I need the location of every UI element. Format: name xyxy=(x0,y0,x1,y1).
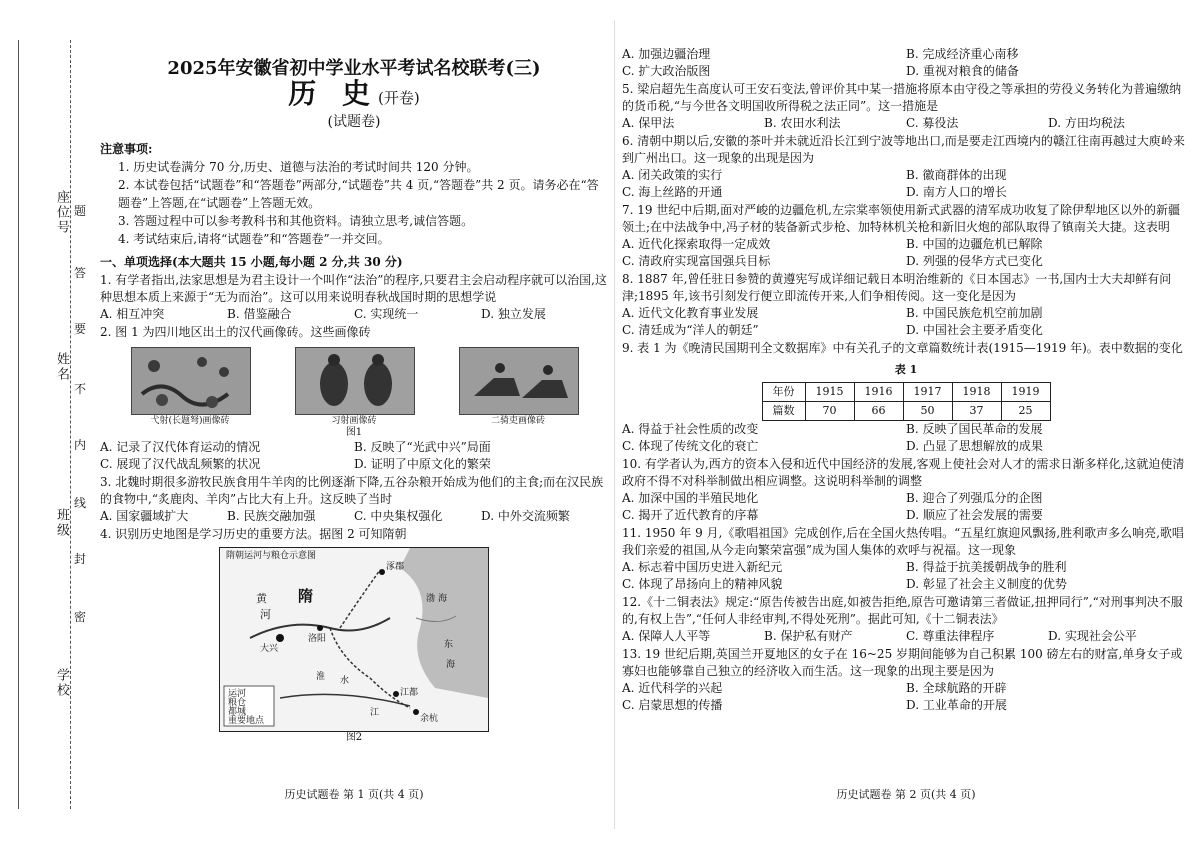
question-options xyxy=(622,421,1190,455)
question-options xyxy=(622,628,1190,645)
seal-char: 密 xyxy=(74,606,86,627)
map-label: 隋 xyxy=(298,587,314,605)
question-4-options xyxy=(622,46,1190,80)
option-d: D. 重视对粮食的储备 xyxy=(906,64,1019,78)
map-label: 海 xyxy=(446,660,456,670)
page-2 xyxy=(622,0,1190,849)
school-label: 学校 xyxy=(54,668,69,698)
question-stem: 5. 梁启超先生高度认可王安石变法,曾评价其中某一措施将原本由守役之等承担的劳役义务转化为普遍缴纳的货币税,“与今世各文明国收所得税之法正同”。这一措施是 xyxy=(622,82,1182,113)
image-caption: 弋射(长题弩)画像砖 xyxy=(150,416,230,426)
image-caption: 习射画像砖 xyxy=(331,416,377,426)
option-d: D. 凸显了思想解放的成果 xyxy=(906,439,1043,453)
table-cell: 25 xyxy=(1001,402,1050,421)
seat-number-label: 座位号 xyxy=(54,190,69,235)
question-9 xyxy=(622,340,1190,455)
table-cell: 1917 xyxy=(903,383,952,402)
map-label: 水 xyxy=(340,676,350,686)
option-a: A. 闭关政策的实行 xyxy=(622,168,723,182)
option-a: A. 标志着中国历史进入新纪元 xyxy=(622,560,783,574)
seal-char: 答 xyxy=(74,262,86,283)
subject-heading xyxy=(100,77,608,110)
subject-name: 历 史 xyxy=(288,77,379,110)
option-a: A. 近代科学的兴起 xyxy=(622,681,723,695)
option-d: D. 彰显了社会主义制度的优势 xyxy=(906,577,1067,591)
option-b: B. 得益于抗美援朝战争的胜利 xyxy=(906,560,1067,574)
table-cell: 37 xyxy=(952,402,1001,421)
binding-line-outer xyxy=(18,40,19,809)
option-d: D. 顺应了社会发展的需要 xyxy=(906,508,1043,522)
question-stem: 3. 北魏时期很多游牧民族食用牛羊肉的比例逐渐下降,五谷杂粮开始成为他们的主食;而在汉民族的食物中,“炙鹿肉、羊肉”占比大有上升。这反映了当时 xyxy=(100,475,604,506)
table-cell: 50 xyxy=(903,402,952,421)
table-cell: 66 xyxy=(854,402,903,421)
option-c: C. 中央集权强化 xyxy=(354,509,443,523)
question-stem: 4. 识别历史地图是学习历史的重要方法。据图 2 可知隋朝 xyxy=(100,527,407,541)
table-cell: 1915 xyxy=(805,383,854,402)
figure-label: 图2 xyxy=(345,732,363,743)
notice-item: 1. 历史试卷满分 70 分,历史、道德与法治的考试时间共 120 分钟。 xyxy=(118,160,479,174)
brick-image-1 xyxy=(131,347,249,427)
option-b: B. 全球航路的开辟 xyxy=(906,681,1007,695)
option-c: C. 清政府实现富国强兵目标 xyxy=(622,254,771,268)
notice-title: 注意事项: xyxy=(100,142,153,156)
seal-char: 封 xyxy=(74,548,86,569)
map-label: 洛阳 xyxy=(308,634,327,644)
paper-tag: (试题卷) xyxy=(327,114,381,130)
option-b: B. 徽商群体的出现 xyxy=(906,168,1007,182)
legend-item: 运河 xyxy=(228,689,247,699)
page-divider xyxy=(614,20,615,829)
question-8 xyxy=(622,271,1190,339)
question-options xyxy=(622,305,1190,339)
question-stem: 6. 清朝中期以后,安徽的茶叶并未就近沿长江到宁波等地出口,而是要走江西境内的赣江往南再越过大庾岭来到广州出口。这一现象的出现是因为 xyxy=(622,134,1185,165)
table-row xyxy=(762,402,1050,421)
question-11 xyxy=(622,525,1190,593)
option-c: C. 清廷成为“洋人的朝廷” xyxy=(622,323,759,337)
notice-item: 2. 本试卷包括“试题卷”和“答题卷”两部分,“试题卷”共 4 页,“答题卷”共 2 页。请务必在“答题卷”上答题,在“试题卷”上答题无效。 xyxy=(118,178,599,210)
legend-item: 重要地点 xyxy=(228,716,265,726)
horsemen-brick-picture xyxy=(459,347,579,415)
article-count-table xyxy=(762,382,1051,421)
question-stem: 9. 表 1 为《晚清民国期刊全文数据库》中有关孔子的文章篇数统计表(1915—1919 年)。表中数据的变化 xyxy=(622,341,1183,355)
question-6 xyxy=(622,133,1190,201)
option-a: A. 近代化探索取得一定成效 xyxy=(622,237,771,251)
question-stem: 13. 19 世纪后期,英国兰开夏地区的女子在 16~25 岁期间能够为自己积累 100 磅左右的财富,单身女子或寡妇也能够靠自己独立的经济收入而生活。这一现象的出现主要是因为 xyxy=(622,647,1183,678)
option-b: B. 反映了“光武中兴”局面 xyxy=(354,440,491,454)
table-cell: 1919 xyxy=(1001,383,1050,402)
question-7 xyxy=(622,202,1190,270)
option-a: A. 得益于社会性质的改变 xyxy=(622,422,759,436)
question-options xyxy=(622,167,1190,201)
question-stem: 12.《十二铜表法》规定:“原告传被告出庭,如被告拒绝,原告可邀请第三者做证,扭押同行”,“对刑事判决不服的,有权上告”,“任何人非经审判,不得处死刑”。据此可知,《十二铜表法》 xyxy=(622,595,1183,626)
map-label: 渤 xyxy=(426,594,436,604)
archery-brick-picture xyxy=(295,347,415,415)
question-12 xyxy=(622,594,1190,645)
question-stem: 8. 1887 年,曾任驻日参赞的黄遵宪写成详细记载日本明治维新的《日本国志》一书,国内士大夫却鲜有问津;1895 年,该书引刻发行便立即流传开来,人们争相传阅。这一变化是因为 xyxy=(622,272,1172,303)
question-stem: 10. 有学者认为,西方的资本入侵和近代中国经济的发展,客观上使社会对人才的需求日渐多样化,这就迫使清政府不得不对科举制做出相应调整。这说明科举制的调整 xyxy=(622,457,1185,488)
table-cell: 1916 xyxy=(854,383,903,402)
question-options xyxy=(622,680,1190,714)
option-b: B. 迎合了列强瓜分的企图 xyxy=(906,491,1043,505)
option-a: A. 相互冲突 xyxy=(100,307,165,321)
class-label: 班级 xyxy=(54,508,69,538)
option-d: D. 列强的侵华方式已变化 xyxy=(906,254,1043,268)
table-header-row xyxy=(762,383,1050,402)
table-title: 表 1 xyxy=(894,363,918,376)
question-options xyxy=(622,236,1190,270)
question-1 xyxy=(100,272,608,323)
option-b: B. 保护私有财产 xyxy=(764,629,853,643)
option-a: A. 保障人人平等 xyxy=(622,629,711,643)
sui-canal-map xyxy=(219,547,489,732)
exam-title: 2025年安徽省初中学业水平考试名校联考(三) xyxy=(167,58,541,79)
option-c: C. 海上丝路的开通 xyxy=(622,185,723,199)
map-label: 江都 xyxy=(400,688,419,698)
option-a: A. 保甲法 xyxy=(622,116,675,130)
option-c: C. 实现统一 xyxy=(354,307,419,321)
question-options xyxy=(100,306,608,323)
option-b: B. 完成经济重心南移 xyxy=(906,47,1019,61)
map-label: 涿郡 xyxy=(386,562,405,572)
option-d: D. 中国社会主要矛盾变化 xyxy=(906,323,1043,337)
option-b: B. 借鉴融合 xyxy=(227,307,292,321)
map-label: 大兴 xyxy=(260,644,279,654)
table-cell: 1918 xyxy=(952,383,1001,402)
page-footer: 历史试题卷 第 1 页(共 4 页) xyxy=(284,788,424,801)
question-2 xyxy=(100,324,608,473)
image-caption: 二骑吏画像砖 xyxy=(490,416,545,426)
option-a: A. 加深中国的半殖民地化 xyxy=(622,491,759,505)
map-label: 江 xyxy=(370,708,380,718)
option-c: C. 体现了传统文化的衰亡 xyxy=(622,439,759,453)
question-10 xyxy=(622,456,1190,524)
option-d: D. 方田均税法 xyxy=(1048,116,1125,130)
question-stem: 7. 19 世纪中后期,面对严峻的边疆危机,左宗棠率领使用新式武器的清军成功收复了除伊犁地区以外的新疆领土;在中法战争中,冯子材的装备新式步枪、加特林机关枪和新旧火炮的部队取得了镇南关大捷。这表明 xyxy=(622,203,1180,234)
option-b: B. 中国的边疆危机已解除 xyxy=(906,237,1043,251)
seal-char: 内 xyxy=(74,434,86,455)
option-c: C. 体现了昂扬向上的精神风貌 xyxy=(622,577,783,591)
map-label: 淮 xyxy=(316,672,326,682)
option-b: B. 农田水利法 xyxy=(764,116,841,130)
seal-char: 线 xyxy=(74,492,86,513)
question-stem: 1. 有学者指出,法家思想是为君主设计一个叫作“法治”的程序,只要君主会启动程序就可以治国,这种思想本质上来源于“无为而治”。这可以用来说明春秋战国时期的思想学说 xyxy=(100,273,607,304)
option-b: B. 中国民族危机空前加剧 xyxy=(906,306,1043,320)
question-options xyxy=(622,490,1190,524)
map-label: 东 xyxy=(444,640,454,650)
page-1 xyxy=(100,0,608,849)
option-d: D. 证明了中原文化的繁荣 xyxy=(354,457,491,471)
option-d: D. 实现社会公平 xyxy=(1048,629,1137,643)
seal-char: 不 xyxy=(74,378,86,399)
option-d: D. 中外交流频繁 xyxy=(481,509,570,523)
name-label: 姓名 xyxy=(54,352,69,382)
legend-item: 粮仓 xyxy=(228,698,247,708)
legend-item: 都城 xyxy=(228,707,247,717)
option-d: D. 独立发展 xyxy=(481,307,546,321)
section-heading: 一、单项选择(本大题共 15 小题,每小题 2 分,共 30 分) xyxy=(100,255,403,269)
option-a: A. 近代文化教育事业发展 xyxy=(622,306,759,320)
question-stem: 11. 1950 年 9 月,《歌唱祖国》完成创作,后在全国火热传唱。“五星红旗迎风飘扬,胜利歌声多么响亮,歌唱我们亲爱的祖国,从今走向繁荣富强”成为国人集体的欢呼与祝福。这一现象 xyxy=(622,526,1184,557)
option-c: C. 扩大政治版图 xyxy=(622,64,711,78)
seal-char: 要 xyxy=(74,318,86,339)
brick-image-3 xyxy=(459,347,577,427)
binding-margin xyxy=(0,0,87,849)
notice-item: 4. 考试结束后,请将“试题卷”和“答题卷”一并交回。 xyxy=(118,232,390,246)
map-title: 隋朝运河与粮仓示意图 xyxy=(226,551,317,561)
question-5 xyxy=(622,81,1190,132)
subject-note: (开卷) xyxy=(378,89,420,107)
option-d: D. 工业革命的开展 xyxy=(906,698,1007,712)
notice-item: 3. 答题过程中可以参考教科书和其他资料。请独立思考,诚信答题。 xyxy=(118,214,474,228)
option-a: A. 记录了汉代体育运动的情况 xyxy=(100,440,261,454)
seal-char: 题 xyxy=(74,200,86,221)
map-label: 河 xyxy=(260,608,271,621)
option-a: A. 国家疆域扩大 xyxy=(100,509,189,523)
option-c: C. 启蒙思想的传播 xyxy=(622,698,723,712)
question-options xyxy=(100,508,608,525)
option-d: D. 南方人口的增长 xyxy=(906,185,1007,199)
option-a: A. 加强边疆治理 xyxy=(622,47,711,61)
hunting-brick-picture xyxy=(131,347,251,415)
option-c: C. 展现了汉代战乱频繁的状况 xyxy=(100,457,261,471)
figure-label: 图1 xyxy=(345,427,363,438)
map-label: 黄 xyxy=(256,592,267,605)
question-options xyxy=(622,115,1190,132)
brick-image-2 xyxy=(295,347,413,427)
option-c: C. 尊重法律程序 xyxy=(906,629,995,643)
table-cell: 70 xyxy=(805,402,854,421)
option-b: B. 民族交融加强 xyxy=(227,509,316,523)
table-cell: 年份 xyxy=(762,383,805,402)
question-options xyxy=(100,439,608,473)
map-label: 余杭 xyxy=(420,714,439,724)
table-cell: 篇数 xyxy=(762,402,805,421)
page-footer: 历史试题卷 第 2 页(共 4 页) xyxy=(836,788,976,801)
option-b: B. 反映了国民革命的发展 xyxy=(906,422,1043,436)
question-options xyxy=(622,559,1190,593)
figure-1-images xyxy=(108,347,600,427)
map-label: 海 xyxy=(438,594,448,604)
option-c: C. 揭开了近代教育的序幕 xyxy=(622,508,759,522)
question-3 xyxy=(100,474,608,525)
option-c: C. 募役法 xyxy=(906,116,959,130)
question-4 xyxy=(100,526,608,744)
question-stem: 2. 图 1 为四川地区出土的汉代画像砖。这些画像砖 xyxy=(100,325,371,339)
question-13 xyxy=(622,646,1190,714)
